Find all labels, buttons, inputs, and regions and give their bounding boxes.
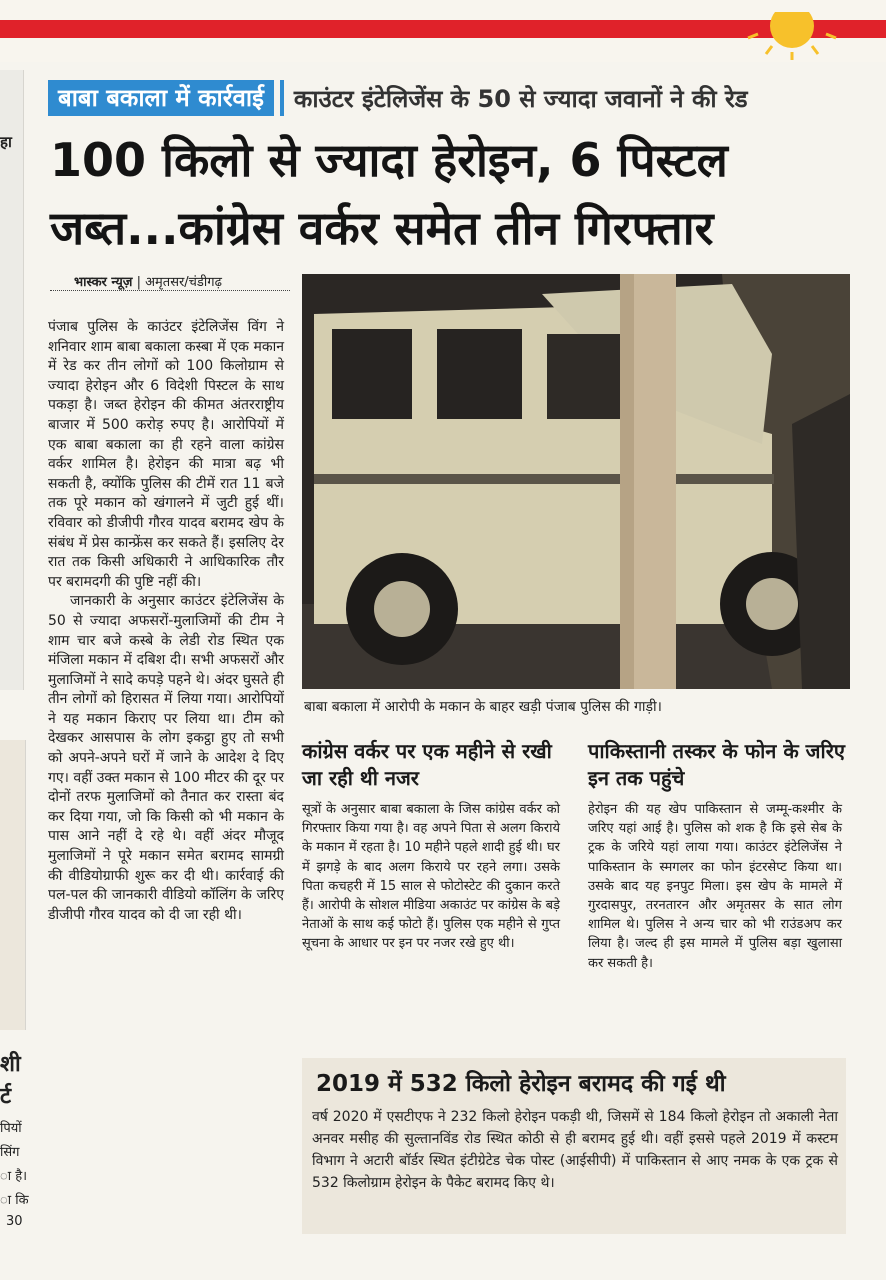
kicker-label: बाबा बकाला में कार्रवाई bbox=[48, 80, 274, 116]
sun-logo-icon bbox=[742, 12, 842, 62]
box-title: 2019 में 532 किलो हेरोइन बरामद की गई थी bbox=[316, 1071, 726, 1097]
kicker-subtitle: काउंटर इंटेलिजेंस के 50 से ज्यादा जवानों ने की रेड bbox=[293, 84, 748, 113]
adjacent-photo-fragment bbox=[0, 740, 26, 1030]
section-body-congress: सूत्रों के अनुसार बाबा बकाला के जिस कांग्रेस वर्कर को गिरफ्तार किया गया है। वह अपने पिता से अलग किराये के मकान में रहता है। 10 महीने पहले शादी हुई थी। घर में झगड़े के बाद अलग किराये पर रहने लगा। उसके पिता कचहरी में 15 साल से फोटोस्टेट की दुकान करते हैं। आरोपी के सोशल मीडिया अकाउंट पर कांग्रेस के बड़े नेताओं के साथ कई फोटो हैं। पुलिस एक महीने से गुप्त सूचना के आधार पर इन पर नजर रखे हुए थी। bbox=[302, 802, 560, 952]
section-body-pakistan: हेरोइन की यह खेप पाकिस्तान से जम्मू-कश्मीर के जरिए यहां आई है। पुलिस को शक है कि इसे सेब के ट्रक के जरिये यहां लाया गया। काउंटर इंटेलिजेंस ने पाकिस्तान के स्मगलर का फोन इंटरसेप्ट किया था। उसके बाद यह इनपुट मिला। इस खेप के मामले में गुरदासपुर, तरनतारन और अमृतसर के सात लोग शामिल थे। पुलिस ने अन्य चार को भी राउंडअप कर लिया है। जल्द ही इस मामले में पुलिस बड़ा खुलासा कर सकती है। bbox=[588, 802, 842, 971]
adjacent-column-fragment bbox=[0, 70, 24, 690]
photo-caption: बाबा बकाला में आरोपी के मकान के बाहर खड़ी पंजाब पुलिस की गाड़ी। bbox=[304, 699, 662, 715]
main-paragraph-1: पंजाब पुलिस के काउंटर इंटेलिजेंस विंग ने शनिवार शाम बाबा बकाला कस्बा में एक मकान में रेड कर तीन लोगों को 100 किलोग्राम से ज्यादा हेरोइन और 6 विदेशी पिस्टल के साथ पकड़ा है। जब्त हेरोइन की कीमत अंतरराष्ट्रीय बाजार में 500 करोड़ रुपए है। आरोपियों में एक बाबा बकाला का ही रहने वाला कांग्रेस वर्कर शामिल है। हेरोइन की मात्रा बढ़ भी सकती है, क्योंकि पुलिस की टीमें रात 11 बजे तक पूरे मकान को खंगालने में जुटी हुई थीं। रविवार को डीजीपी गौरव यादव बरामद खेप के संबंध में प्रेस कान्फ्रेंस कर सकते हैं। इसलिए देर रात तक किसी अधिकारी ने आधिकारिक तौर पर बरामदगी की पुष्टि नहीं की। bbox=[48, 319, 284, 590]
kicker bbox=[48, 80, 748, 116]
headline bbox=[50, 126, 860, 262]
byline-divider bbox=[50, 290, 290, 291]
fragment-text: 30 bbox=[6, 1214, 23, 1229]
main-story-column bbox=[48, 318, 284, 925]
kicker-divider bbox=[280, 80, 284, 116]
police-vehicle-photo bbox=[302, 274, 850, 689]
news-photo bbox=[302, 274, 850, 689]
main-paragraph-2: जानकारी के अनुसार काउंटर इंटेलिजेंस के 50 से ज्यादा अफसरों-मुलाजिमों की टीम ने शाम चार बजे कस्बे के लेडी रोड स्थित एक मंजिला मकान में दबिश दी। सभी अफसरों और मुलाजिमों ने सादे कपड़े पहने थे। अंदर घुसते ही तीन लोगों को हिरासत में लिया गया। आरोपियों ने यह मकान किराए पर लिया था। टीम को देखकर आसपास के लोग इकट्ठा हुए तो सभी को अपने-अपने घरों में जाने के आदेश दे दिए गए। वहीं उक्त मकान से 100 मीटर की दूर पर दोनों तरफ मुलाजिमों को तैनात कर रास्ता बंद कर दिया गया, जो कि किसी को भी मकान के पास आने नहीं दे रहे थे। वहीं अंदर मौजूद मुलाजिमों ने पूरे मकान समेत बरामद सामग्री की वीडियोग्राफी शुरू कर दी थी। कार्रवाई की पल-पल की जानकारी वीडियो कॉलिंग के जरिए डीजीपी गौरव यादव को दी जा रही थी। bbox=[48, 593, 284, 923]
byline-separator: | bbox=[136, 275, 146, 290]
section-heading-pakistan: पाकिस्तानी तस्कर के फोन के जरिए इन तक पहुंचे bbox=[588, 739, 845, 790]
byline bbox=[74, 272, 222, 290]
fragment-text: शी bbox=[0, 1052, 21, 1077]
fragment-text: र्ट bbox=[0, 1084, 12, 1109]
fragment-text: ा है। bbox=[0, 1169, 28, 1184]
fragment-text: ा कि bbox=[0, 1193, 29, 1208]
byline-location: अमृतसर/चंडीगढ़ bbox=[145, 275, 222, 290]
byline-source: भास्कर न्यूज़ bbox=[74, 275, 133, 290]
box-body: वर्ष 2020 में एसटीएफ ने 232 किलो हेरोइन पकड़ी थी, जिसमें से 184 किलो हेरोइन तो अकाली नेता अनवर मसीह की सुल्तानविंड रोड स्थित कोठी से ही बरामद हुई थी। वहीं इससे पहले 2019 में कस्टम विभाग ने अटारी बॉर्डर स्थित इंटीग्रेटेड चेक पोस्ट (आईसीपी) में पाकिस्तान से आए नमक के एक ट्रक से 532 किलोग्राम हेरोइन के पैकेट बरामद किए थे। bbox=[312, 1109, 838, 1191]
section-heading-congress: कांग्रेस वर्कर पर एक महीने से रखी जा रही थी नजर bbox=[302, 739, 552, 790]
fragment-text: पियों bbox=[0, 1121, 22, 1136]
fragment-text: सिंग bbox=[0, 1145, 20, 1160]
headline-line-1: 100 किलो से ज्यादा हेरोइन, 6 पिस्टल bbox=[50, 133, 728, 187]
fragment-text: हा bbox=[0, 133, 12, 151]
headline-line-2: जब्त...कांग्रेस वर्कर समेत तीन गिरफ्तार bbox=[50, 201, 714, 255]
